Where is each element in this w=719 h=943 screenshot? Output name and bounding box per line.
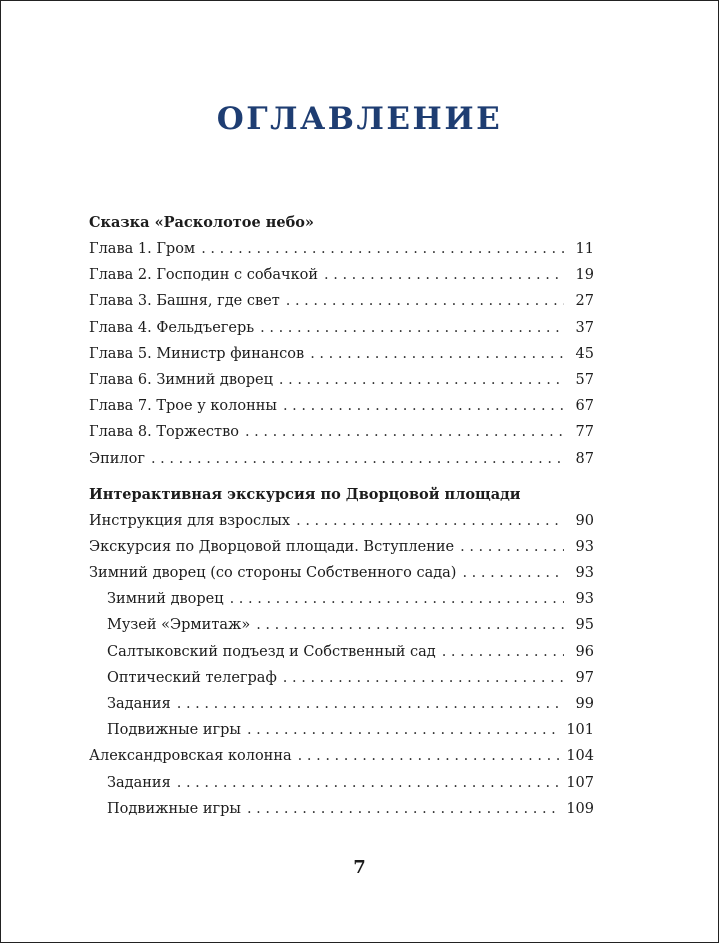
dot-leader [324,262,564,288]
dot-leader [177,691,564,717]
toc-entry[interactable] [89,508,594,534]
toc-entry[interactable] [89,341,594,367]
dot-leader [462,560,564,586]
toc-entry-page: 97 [575,669,594,686]
toc-entry-label: Оптический телеграф [107,669,277,686]
toc-subentry[interactable] [89,770,594,796]
dot-leader [201,236,564,262]
dot-leader [296,508,564,534]
toc-entry-label: Глава 8. Торжество [89,424,239,441]
toc-entry-label: Инструкция для взрослых [89,512,291,529]
toc-entry-label: Эпилог [89,450,145,467]
toc-entry-label: Глава 6. Зимний дворец [89,371,273,388]
dot-leader [151,446,564,472]
page-number: 7 [353,857,366,878]
toc-entry-label: Задания [107,696,171,712]
toc-entry-page: 101 [566,722,594,739]
dot-leader [230,586,564,612]
dot-leader [260,315,564,341]
toc-entry-page: 37 [575,319,594,336]
dot-leader [177,770,561,796]
toc-entry-page: 19 [575,267,594,284]
toc-entry[interactable] [89,367,594,393]
dot-leader [279,367,564,393]
dot-leader [286,288,564,314]
toc-entry-page: 90 [575,512,594,529]
toc-subentry[interactable] [89,665,594,691]
toc-entry-label: Глава 5. Министр финансов [89,345,305,362]
toc-entry-label: Зимний дворец [107,591,224,608]
toc-entry-label: Зимний дворец (со стороны Собственного сада) [89,565,457,582]
toc-entry-page: 109 [566,800,594,817]
toc-entry-page: 87 [575,450,594,467]
dot-leader [298,743,561,769]
toc-entry[interactable] [89,288,594,314]
toc-entry-label: Задания [107,774,171,791]
toc-entry-label: Глава 4. Фельдъегерь [89,319,255,336]
toc-entry[interactable] [89,560,594,586]
toc-entry-page: 27 [575,293,594,310]
toc-entry-label: Глава 2. Господин с собачкой [89,267,319,284]
toc-entry-page: 95 [575,617,594,634]
toc-subentry[interactable] [89,586,594,612]
toc-entry-label: Музей «Эрмитаж» [107,617,251,634]
toc-entry-label: Глава 3. Башня, где свет [89,293,280,310]
toc-entry[interactable] [89,315,594,341]
toc-entry[interactable] [89,534,594,560]
toc-entry[interactable] [89,446,594,472]
toc-entry-label: Александровская колонна [89,748,292,765]
toc-entry-label: Подвижные игры [107,722,241,739]
toc-entry-label: Салтыковский подъезд и Собственный сад [107,643,436,660]
page-title: ОГЛАВЛЕНИЕ [216,101,503,137]
toc-subentry[interactable] [89,717,594,743]
toc-entry-page: 93 [575,538,594,555]
toc-entry-page: 11 [575,241,594,257]
toc-entry[interactable] [89,419,594,445]
toc-entry-label: Глава 1. Гром [89,241,196,257]
table-of-contents [89,210,594,822]
toc-entry-page: 107 [566,774,594,791]
dot-leader [460,534,564,560]
toc-entry-label: Подвижные игры [107,800,241,817]
toc-entry-page: 104 [566,748,594,765]
toc-entry-label: Глава 7. Трое у колонны [89,398,277,415]
toc-entry-page: 99 [575,696,594,712]
toc-entry-page: 96 [575,643,594,660]
dot-leader [247,796,560,822]
toc-subentry[interactable] [89,639,594,665]
toc-entry[interactable] [89,393,594,419]
dot-leader [247,717,560,743]
dot-leader [310,341,564,367]
toc-subentry[interactable] [89,796,594,822]
dot-leader [245,419,564,445]
toc-entry[interactable] [89,743,594,769]
toc-entry-page: 77 [575,424,594,441]
toc-entry-label: Экскурсия по Дворцовой площади. Вступление [89,538,455,555]
toc-subentry[interactable] [89,691,594,717]
dot-leader [283,393,564,419]
toc-entry-page: 93 [575,591,594,608]
toc-entry-page: 93 [575,565,594,582]
toc-entry-page: 57 [575,371,594,388]
dot-leader [283,665,564,691]
toc-entry[interactable] [89,236,594,262]
dot-leader [256,612,564,638]
section-heading-fairytale: Сказка «Расколотое небо» [89,214,314,231]
toc-entry-page: 67 [575,398,594,415]
toc-entry[interactable] [89,262,594,288]
toc-entry-page: 45 [575,345,594,362]
section-heading-excursion: Интерактивная экскурсия по Дворцовой площади [89,485,521,503]
dot-leader [442,639,564,665]
toc-subentry[interactable] [89,612,594,638]
